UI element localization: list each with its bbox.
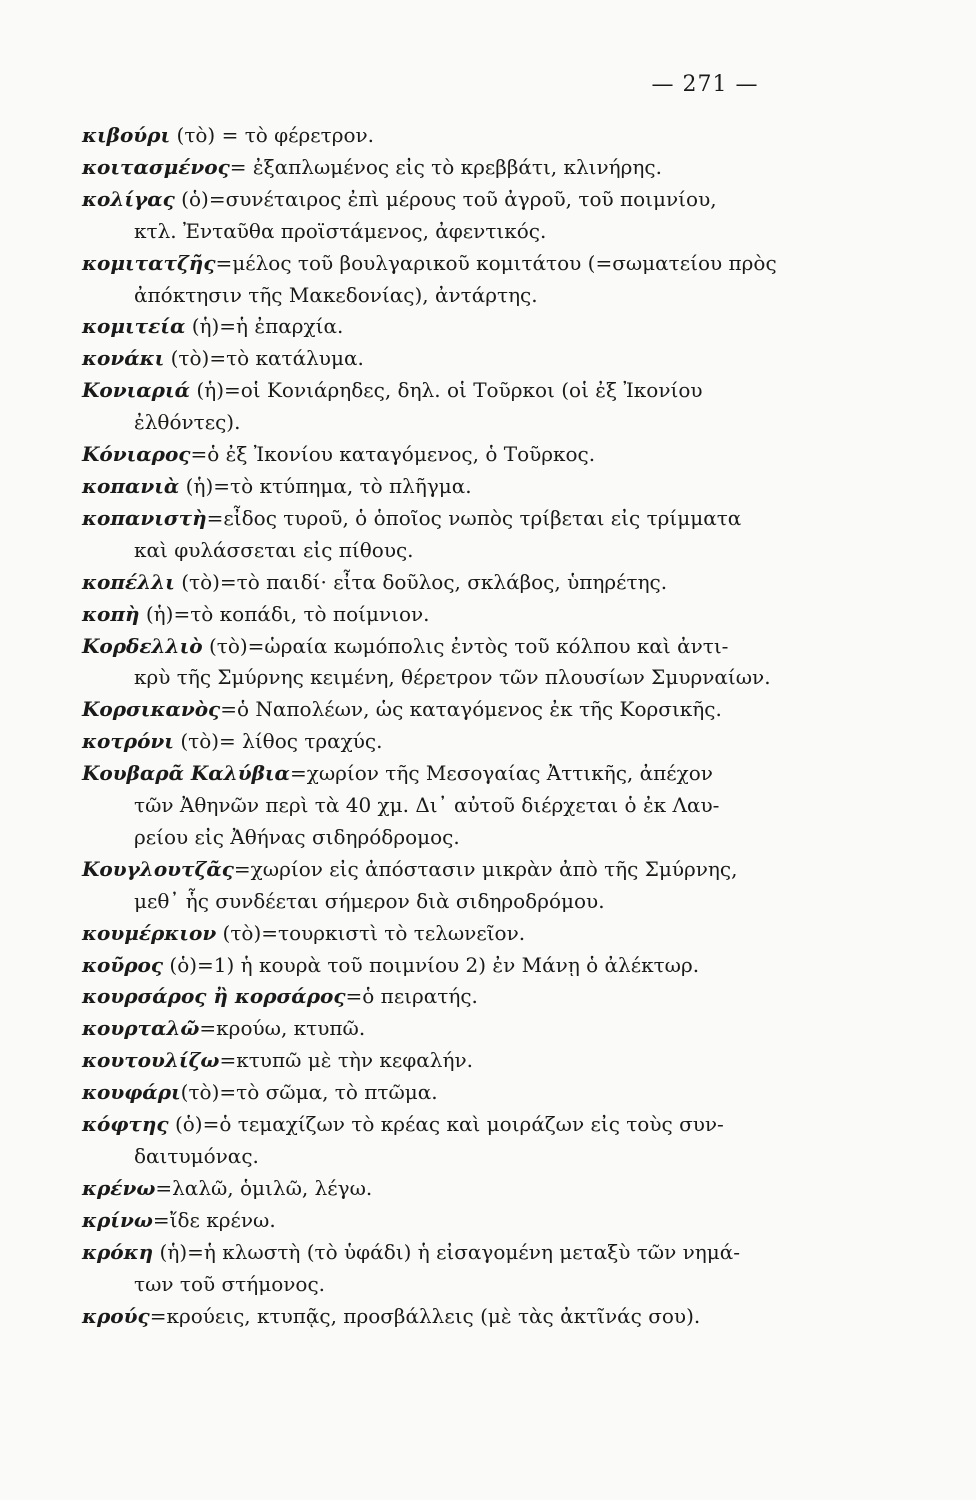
dictionary-entry [82, 567, 822, 599]
entry-first-line [82, 726, 822, 758]
entry-definition-text: =κρούεις, κτυπᾷς, προσβάλλεις (μὲ τὰς ἀκτῖνάς σου). [149, 1303, 701, 1328]
entry-first-line [82, 758, 822, 790]
entry-definition-text: =μέλος τοῦ βουλγαρικοῦ κομιτάτου (=σωματείου πρὸς [215, 250, 777, 275]
entry-first-line [82, 854, 822, 886]
entry-first-line [82, 343, 822, 375]
entry-first-line [82, 694, 822, 726]
entry-headword: κουφάρι [82, 1080, 181, 1105]
entry-headword: κοτρόνι [82, 729, 174, 754]
entry-headword: κοπὴ [82, 601, 140, 626]
entry-continuation-line [82, 1269, 822, 1301]
dictionary-entry [82, 631, 822, 695]
dictionary-entry [82, 599, 822, 631]
entry-definition-text: ἀπόκτησιν τῆς Μακεδονίας), ἀντάρτης. [134, 282, 538, 307]
dictionary-entry [82, 311, 822, 343]
entry-definition-text: των τοῦ στήμονος. [134, 1271, 326, 1296]
entry-definition-text: =χωρίον τῆς Μεσογαίας Ἀττικῆς, ἀπέχον [289, 761, 713, 786]
entry-first-line [82, 950, 822, 982]
entry-definition-text: = ἐξαπλωμένος εἰς τὸ κρεββάτι, κλινήρης. [229, 154, 662, 179]
entry-first-line [82, 311, 822, 343]
entry-headword: κρόκη [82, 1239, 154, 1264]
entry-continuation-line [82, 1141, 822, 1173]
entry-first-line [82, 981, 822, 1013]
entry-headword: κρίνω [82, 1207, 153, 1232]
entry-headword: Κορδελλιὸ [82, 633, 203, 658]
entry-continuation-line [82, 216, 822, 248]
entry-definition-text: =ὁ πειρατής. [345, 984, 478, 1009]
dictionary-entry [82, 758, 822, 854]
entry-first-line [82, 471, 822, 503]
entry-definition-text: κρὺ τῆς Σμύρνης κειμένη, θέρετρον τῶν πλουσίων Σμυρναίων. [134, 665, 771, 690]
entry-definition-text: =ἴδε κρένω. [152, 1207, 276, 1232]
entry-definition-text: (τὸ)=τὸ κατάλυμα. [164, 346, 364, 371]
dictionary-entry [82, 694, 822, 726]
entry-first-line [82, 152, 822, 184]
entry-first-line [82, 375, 822, 407]
dictionary-entry [82, 375, 822, 439]
entry-continuation-line [82, 662, 822, 694]
entry-definition-text: (τὸ)=ὡραία κωμόπολις ἐντὸς τοῦ κόλπου καὶ ἀντι- [202, 633, 729, 658]
entry-first-line [82, 1077, 822, 1109]
dictionary-entry [82, 1013, 822, 1045]
dictionary-entry [82, 726, 822, 758]
entry-definition-text: (τὸ)=τὸ παιδί· εἶτα δοῦλος, σκλάβος, ὑπηρέτης. [174, 569, 668, 594]
entry-headword: κόφτης [82, 1112, 169, 1137]
entry-continuation-line [82, 535, 822, 567]
entry-headword: κουμέρκιον [82, 920, 217, 945]
entry-definition-text: (τὸ)=τουρκιστὶ τὸ τελωνεῖον. [216, 920, 526, 945]
entry-definition-text: (ἡ)=ἡ ἐπαρχία. [185, 314, 344, 339]
dictionary-entry [82, 152, 822, 184]
entry-continuation-line [82, 280, 822, 312]
dictionary-entry [82, 343, 822, 375]
entry-first-line [82, 599, 822, 631]
dictionary-entry [82, 248, 822, 312]
entry-definition-text: (ἡ)=ἡ κλωστὴ (τὸ ὑφάδι) ἡ εἰσαγομένη μεταξὺ τῶν νημά- [153, 1239, 741, 1264]
entry-definition-text: ἐλθόντες). [134, 410, 241, 435]
dictionary-entry [82, 439, 822, 471]
entry-headword: κρένω [82, 1175, 156, 1200]
entry-continuation-line [82, 407, 822, 439]
entry-definition-text: (τὸ) = τὸ φέρετρον. [170, 123, 375, 147]
entry-first-line [82, 1013, 822, 1045]
entry-first-line [82, 1109, 822, 1141]
dictionary-entry [82, 1173, 822, 1205]
entry-definition-text: =χωρίον εἰς ἀπόστασιν μικρὰν ἀπὸ τῆς Σμύρνης, [233, 856, 738, 881]
dictionary-entry [82, 918, 822, 950]
entry-definition-text: τῶν Ἀθηνῶν περὶ τὰ 40 χμ. Δι᾽ αὐτοῦ διέρχεται ὁ ἐκ Λαυ- [134, 793, 720, 818]
entry-definition-text: (τὸ)=τὸ σῶμα, τὸ πτῶμα. [180, 1080, 438, 1105]
entry-first-line [82, 631, 822, 663]
dictionary-entry [82, 471, 822, 503]
entry-definition-text: =κρούω, κτυπῶ. [199, 1016, 366, 1041]
dictionary-entry [82, 950, 822, 982]
entry-first-line [82, 567, 822, 599]
entry-first-line [82, 503, 822, 535]
entry-definition-text: (ὁ)=1) ἡ κουρὰ τοῦ ποιμνίου 2) ἐν Μάνῃ ὁ ἀλέκτωρ. [163, 952, 700, 977]
entry-first-line [82, 918, 822, 950]
entry-headword: κουρσάρος ἢ κορσάρος [82, 984, 346, 1009]
dictionary-entry [82, 184, 822, 248]
entry-continuation-line [82, 790, 822, 822]
entry-headword: κολίγας [82, 186, 175, 211]
entry-headword: κιβούρι [82, 123, 171, 147]
entry-definition-text: (ἡ)=τὸ κτύπημα, τὸ πλῆγμα. [179, 473, 472, 498]
entry-first-line [82, 1205, 822, 1237]
entry-first-line [82, 439, 822, 471]
entry-definition-text: κτλ. Ἐνταῦθα προϊστάμενος, ἀφεντικός. [134, 218, 547, 243]
dictionary-entry [82, 1301, 822, 1333]
entry-headword: κονάκι [82, 346, 165, 371]
entry-definition-text: =ὁ ἐξ Ἰκονίου καταγόμενος, ὁ Τοῦρκος. [190, 442, 596, 467]
entry-headword: κοῦρος [82, 952, 164, 977]
entry-headword: Κονιαριά [82, 378, 191, 403]
entry-headword: κοπανιὰ [82, 473, 180, 498]
entry-definition-text: =κτυπῶ μὲ τὴν κεφαλήν. [219, 1048, 473, 1073]
entry-first-line [82, 1237, 822, 1269]
entry-headword: κουρταλῶ [82, 1016, 200, 1041]
entry-definition-text: (ὁ)=συνέταιρος ἐπὶ μέρους τοῦ ἀγροῦ, τοῦ ποιμνίου, [174, 186, 717, 211]
entry-definition-text: (τὸ)= λίθος τραχύς. [173, 729, 383, 754]
entry-first-line [82, 120, 822, 152]
entry-continuation-line [82, 886, 822, 918]
entry-headword: κοπανιστὴ [82, 505, 207, 530]
entry-definition-text: (ἡ)=τὸ κοπάδι, τὸ ποίμνιον. [139, 601, 430, 626]
entry-first-line [82, 1301, 822, 1333]
entry-headword: κουτουλίζω [82, 1048, 220, 1073]
entry-definition-text: (ἡ)=οἱ Κονιάρηδες, δηλ. οἱ Τοῦρκοι (οἱ ἐξ Ἰκονίου [190, 378, 703, 403]
entry-first-line [82, 1045, 822, 1077]
entry-first-line [82, 248, 822, 280]
entry-definition-text: καὶ φυλάσσεται εἰς πίθους. [134, 537, 414, 562]
entry-definition-text: =εἶδος τυροῦ, ὁ ὁποῖος νωπὸς τρίβεται εἰς τρίμματα [206, 505, 742, 530]
entry-definition-text: δαιτυμόνας. [134, 1144, 259, 1168]
entry-headword: Κουβαρᾶ Καλύβια [82, 761, 290, 786]
dictionary-entry [82, 120, 822, 152]
entry-definition-text: μεθ᾽ ἧς συνδέεται σήμερον διὰ σιδηροδρόμου. [134, 888, 605, 913]
entry-definition-text: ρείου εἰς Ἀθήνας σιδηρόδρομος. [134, 824, 460, 849]
entry-continuation-line [82, 822, 822, 854]
entry-headword: κομιτεία [82, 314, 186, 339]
entry-headword: κρούς [82, 1303, 150, 1328]
dictionary-entry [82, 1237, 822, 1301]
dictionary-entry [82, 981, 822, 1013]
entry-first-line [82, 184, 822, 216]
dictionary-entry [82, 1045, 822, 1077]
entry-definition-text: =ὁ Ναπολέων, ὡς καταγόμενος ἐκ τῆς Κορσικῆς. [220, 697, 722, 722]
page-number: — 271 — [651, 72, 759, 97]
entry-definition-text: =λαλῶ, ὁμιλῶ, λέγω. [155, 1175, 373, 1200]
dictionary-entry [82, 1205, 822, 1237]
entry-list [82, 120, 822, 1332]
entry-headword: Κορσικανὸς [82, 697, 221, 722]
entry-headword: κοπέλλι [82, 569, 175, 594]
entry-headword: Κόνιαρος [82, 442, 191, 467]
entry-definition-text: (ὁ)=ὁ τεμαχίζων τὸ κρέας καὶ μοιράζων εἰς τοὺς συν- [168, 1112, 724, 1137]
entry-headword: Κουγλουτζᾶς [82, 856, 234, 881]
dictionary-entry [82, 854, 822, 918]
dictionary-entry [82, 1077, 822, 1109]
dictionary-entry [82, 503, 822, 567]
dictionary-entry [82, 1109, 822, 1173]
entry-headword: κομιτατζῆς [82, 250, 216, 275]
entry-first-line [82, 1173, 822, 1205]
entry-headword: κοιτασμένος [82, 154, 230, 179]
